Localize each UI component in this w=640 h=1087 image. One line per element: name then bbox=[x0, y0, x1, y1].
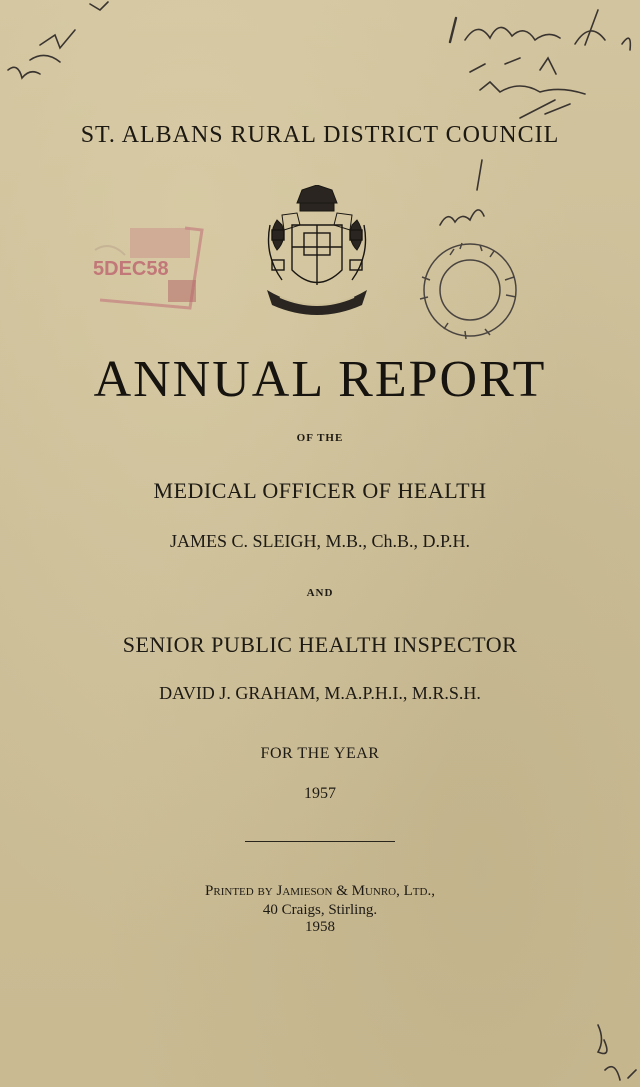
coat-of-arms-icon bbox=[262, 185, 372, 325]
medical-officer-name: JAMES C. SLEIGH, M.B., Ch.B., D.P.H. bbox=[169, 531, 471, 551]
divider-rule bbox=[245, 841, 395, 842]
inspector-role: SENIOR PUBLIC HEALTH INSPECTOR bbox=[122, 632, 518, 657]
for-the-year-label: FOR THE YEAR bbox=[260, 745, 380, 762]
of-the-label: OF THE bbox=[296, 432, 344, 444]
report-title: ANNUAL REPORT bbox=[93, 351, 547, 408]
and-label: AND bbox=[306, 587, 334, 599]
report-year: 1957 bbox=[304, 785, 336, 802]
council-heading: ST. ALBANS RURAL DISTRICT COUNCIL bbox=[80, 122, 560, 148]
print-year: 1958 bbox=[305, 919, 335, 935]
printer-imprint: Printed by Jamieson & Munro, Ltd., bbox=[205, 883, 435, 899]
inspector-name: DAVID J. GRAHAM, M.A.P.H.I., M.R.S.H. bbox=[159, 683, 481, 703]
stamp-date: 5DEC58 bbox=[93, 258, 169, 280]
printer-address: 40 Craigs, Stirling. bbox=[262, 902, 378, 918]
library-circle-stamp bbox=[410, 235, 530, 345]
medical-officer-role: MEDICAL OFFICER OF HEALTH bbox=[153, 478, 487, 503]
